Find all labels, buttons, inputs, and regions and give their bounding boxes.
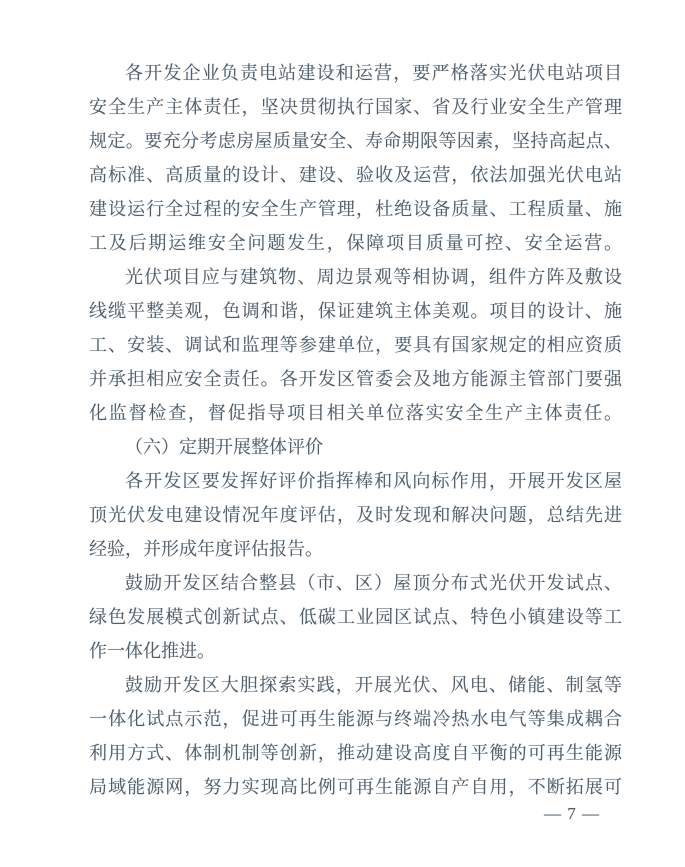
text-line: 规定。要充分考虑房屋质量安全、寿命期限等因素，坚持高起点、 [89, 131, 622, 151]
text-line: 作一体化推进。 [89, 641, 215, 661]
document-body [89, 56, 622, 804]
text-line: 安全生产主体责任，坚决贯彻执行国家、省及行业安全生产管理 [89, 97, 622, 117]
text-line: 局域能源网，努力实现高比例可再生能源自产自用，不断拓展可 [89, 777, 622, 797]
text-line: 各开发区要发挥好评价指挥棒和风向标作用，开展开发区屋 [125, 471, 622, 491]
text-line: 一体化试点示范，促进可再生能源与终端冷热水电气等集成耦合 [89, 709, 622, 729]
text-line: 绿色发展模式创新试点、低碳工业园区试点、特色小镇建设等工 [89, 607, 622, 627]
text-line: 顶光伏发电建设情况年度评估，及时发现和解决问题，总结先进 [89, 505, 622, 525]
text-line: 利用方式、体制机制等创新，推动建设高度自平衡的可再生能源 [89, 743, 622, 763]
text-line: 鼓励开发区大胆探索实践，开展光伏、风电、储能、制氢等 [125, 675, 622, 695]
text-line: 并承担相应安全责任。各开发区管委会及地方能源主管部门要强 [89, 369, 622, 389]
text-line: 高标准、高质量的设计、建设、验收及运营，依法加强光伏电站 [89, 165, 622, 185]
page-number: — 7 — [544, 804, 600, 823]
text-line: 经验，并形成年度评估报告。 [89, 539, 323, 559]
text-line: 工、安装、调试和监理等参建单位，要具有国家规定的相应资质 [89, 335, 622, 355]
text-line: 各开发企业负责电站建设和运营，要严格落实光伏电站项目 [125, 63, 622, 83]
text-line: 线缆平整美观，色调和谐，保证建筑主体美观。项目的设计、施 [89, 301, 622, 321]
section-heading: （六）定期开展整体评价 [125, 437, 323, 457]
text-line: 化监督检查，督促指导项目相关单位落实安全生产主体责任。 [89, 403, 622, 423]
text-line: 工及后期运维安全问题发生，保障项目质量可控、安全运营。 [89, 233, 622, 253]
text-line: 建设运行全过程的安全生产管理，杜绝设备质量、工程质量、施 [89, 199, 622, 219]
text-line: 光伏项目应与建筑物、周边景观等相协调，组件方阵及敷设 [125, 267, 622, 287]
text-line: 鼓励开发区结合整县（市、区）屋顶分布式光伏开发试点、 [125, 573, 622, 593]
